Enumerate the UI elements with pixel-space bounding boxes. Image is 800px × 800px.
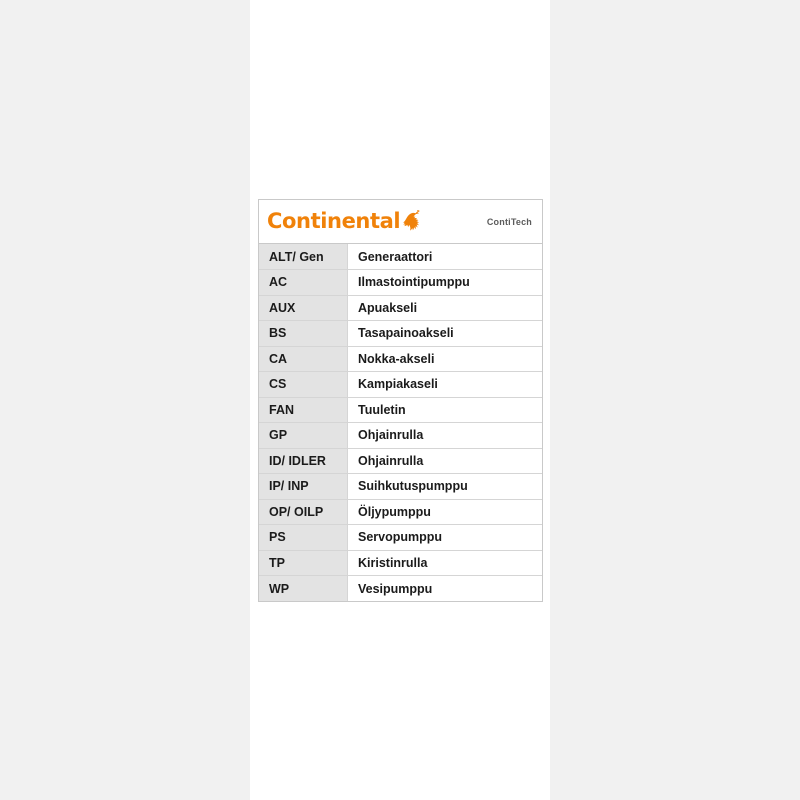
image-canvas bbox=[250, 0, 550, 800]
legend-term: Ohjainrulla bbox=[348, 448, 543, 474]
legend-abbr: ID/ IDLER bbox=[259, 448, 348, 474]
legend-table bbox=[259, 244, 542, 601]
legend-term: Kiristinrulla bbox=[348, 550, 543, 576]
table-row bbox=[259, 270, 542, 296]
table-row bbox=[259, 550, 542, 576]
legend-abbr: OP/ OILP bbox=[259, 499, 348, 525]
legend-abbr: PS bbox=[259, 525, 348, 551]
legend-term: Ohjainrulla bbox=[348, 423, 543, 449]
table-row bbox=[259, 525, 542, 551]
brand-name: Continental bbox=[267, 209, 401, 233]
legend-abbr: CS bbox=[259, 372, 348, 398]
table-row bbox=[259, 423, 542, 449]
table-row bbox=[259, 372, 542, 398]
legend-abbr: GP bbox=[259, 423, 348, 449]
legend-term: Servopumppu bbox=[348, 525, 543, 551]
legend-abbr: AC bbox=[259, 270, 348, 296]
table-row bbox=[259, 397, 542, 423]
brand-header bbox=[259, 200, 542, 244]
legend-term: Kampiakaseli bbox=[348, 372, 543, 398]
table-row bbox=[259, 244, 542, 270]
legend-abbr: CA bbox=[259, 346, 348, 372]
legend-abbr: TP bbox=[259, 550, 348, 576]
table-row bbox=[259, 448, 542, 474]
legend-term: Nokka-akseli bbox=[348, 346, 543, 372]
legend-abbr: WP bbox=[259, 576, 348, 602]
legend-term: Generaattori bbox=[348, 244, 543, 270]
legend-abbr: BS bbox=[259, 321, 348, 347]
table-row bbox=[259, 474, 542, 500]
legend-term: Öljypumppu bbox=[348, 499, 543, 525]
legend-term: Tasapainoakseli bbox=[348, 321, 543, 347]
abbreviation-legend-card bbox=[258, 199, 543, 602]
legend-table-body bbox=[259, 244, 542, 601]
brand-logo bbox=[267, 211, 422, 233]
legend-term: Tuuletin bbox=[348, 397, 543, 423]
table-row bbox=[259, 321, 542, 347]
right-background-band bbox=[550, 0, 800, 800]
left-background-band bbox=[0, 0, 250, 800]
legend-term: Vesipumppu bbox=[348, 576, 543, 602]
legend-term: Apuakseli bbox=[348, 295, 543, 321]
table-row bbox=[259, 499, 542, 525]
table-row bbox=[259, 346, 542, 372]
legend-abbr: AUX bbox=[259, 295, 348, 321]
legend-abbr: ALT/ Gen bbox=[259, 244, 348, 270]
legend-term: Suihkutuspumppu bbox=[348, 474, 543, 500]
table-row bbox=[259, 576, 542, 602]
legend-term: Ilmastointipumppu bbox=[348, 270, 543, 296]
rearing-horse-icon bbox=[402, 210, 422, 232]
legend-abbr: IP/ INP bbox=[259, 474, 348, 500]
sub-brand-name: ContiTech bbox=[486, 216, 532, 227]
legend-abbr: FAN bbox=[259, 397, 348, 423]
table-row bbox=[259, 295, 542, 321]
